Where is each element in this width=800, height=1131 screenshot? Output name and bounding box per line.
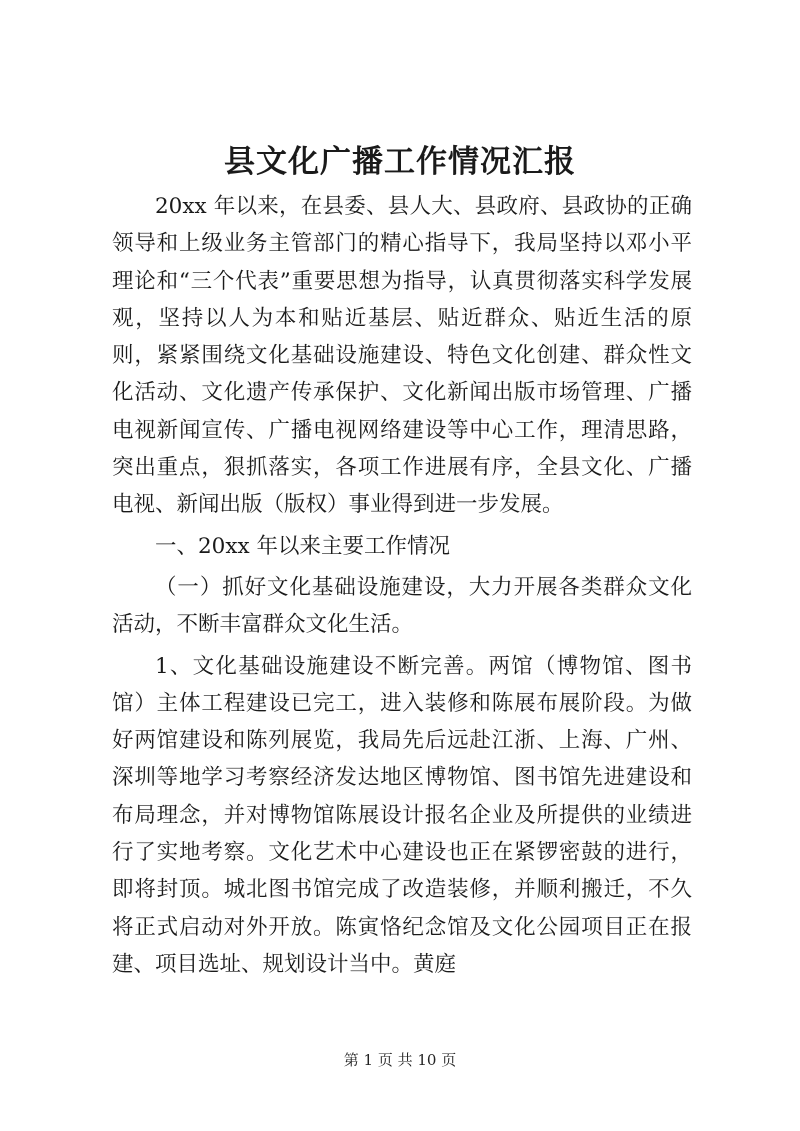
document-body <box>112 188 692 987</box>
section-heading: 一、20xx 年以来主要工作情况 <box>155 533 450 559</box>
page-number: 第 1 页 共 10 页 <box>343 1051 457 1069</box>
subsection-heading: （一）抓好文化基础设施建设，大力开展各类群众文化活动，不断丰富群众文化生活。 <box>112 574 692 638</box>
paragraph-intro: 20xx 年以来，在县委、县人大、县政府、县政协的正确领导和上级业务主管部门的精心指导下，我局坚持以邓小平理论和“三个代表”重要思想为指导，认真贯彻落实科学发展观，坚持以人为本和贴近基层、贴近群众、贴近生活的原则，紧紧围绕文化基础设施建设、特色文化创建、群众性文化活动、文化遗产传承保护、文化新闻出版市场管理、广播电视新闻宣传、广播电视网络建设等中心工作，理清思路，突出重点，狠抓落实，各项工作进展有序，全县文化、广播电视、新闻出版（版权）事业得到进一步发展。 <box>112 194 692 518</box>
paragraph-infrastructure: 1、文化基础设施建设不断完善。两馆（博物馆、图书馆）主体工程建设已完工，进入装修和陈展布展阶段。为做好两馆建设和陈列展览，我局先后远赴江浙、上海、广州、深圳等地学习考察经济发达地区博物馆、图书馆先进建设和布局理念，并对博物馆陈展设计报名企业及所提供的业绩进行了实地考察。文化艺术中心建设也正在紧锣密鼓的进行，即将封顶。城北图书馆完成了改造装修，并顺利搬迁，不久将正式启动对外开放。陈寅恪纪念馆及文化公园项目正在报建、项目选址、规划设计当中。黄庭 <box>112 653 692 977</box>
document-title: 县文化广播工作情况汇报 <box>224 144 576 180</box>
